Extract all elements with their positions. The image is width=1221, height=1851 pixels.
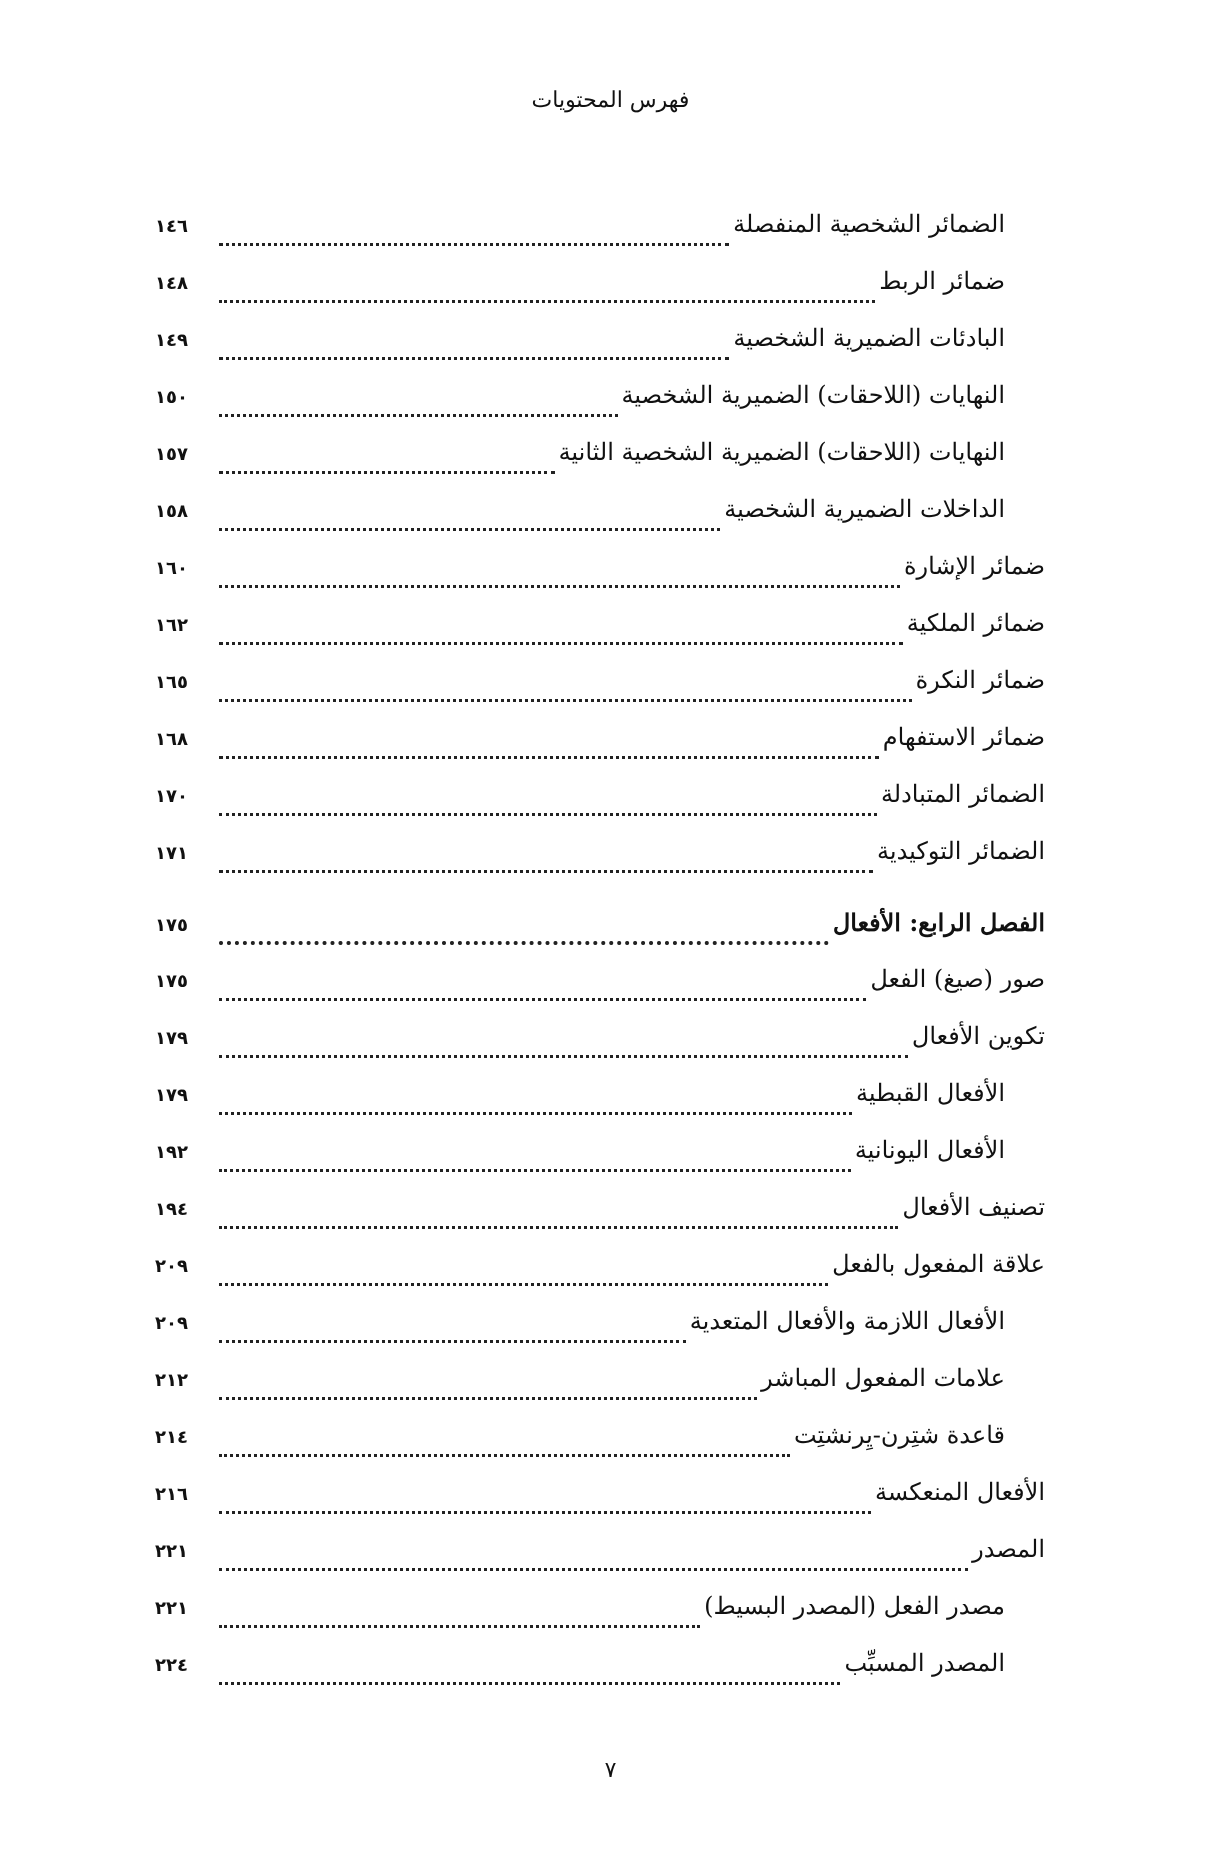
toc-entry — [155, 1478, 1045, 1535]
toc-entry-page: ٢٢١ — [155, 1598, 188, 1619]
toc-entry — [155, 1022, 1045, 1079]
toc-entry — [155, 609, 1045, 666]
dot-leader — [219, 699, 912, 702]
toc-entry — [155, 495, 1045, 552]
toc-entry — [155, 324, 1045, 381]
dot-leader — [219, 870, 873, 873]
toc-entry — [155, 552, 1045, 609]
toc-entry-title: ضمائر النكرة — [915, 666, 1045, 694]
dot-leader — [219, 1454, 790, 1457]
toc-entry-title: الأفعال المنعكسة — [875, 1478, 1045, 1506]
dot-leader — [219, 471, 555, 474]
toc-entry-title: مصدر الفعل (المصدر البسيط) — [704, 1592, 1005, 1620]
toc-entry — [155, 1364, 1045, 1421]
dot-leader — [219, 1226, 898, 1229]
toc-entry — [155, 267, 1045, 324]
dot-leader — [219, 1340, 686, 1343]
toc-entry-page: ٢١٤ — [155, 1427, 188, 1448]
dot-leader — [219, 1283, 828, 1286]
toc-entry-title: الفصل الرابع: الأفعال — [832, 908, 1045, 937]
toc-chapter-heading — [155, 908, 1045, 965]
dot-leader — [219, 528, 720, 531]
toc-entry-title: الضمائر المتبادلة — [880, 780, 1045, 808]
toc-entry-page: ١٧٩ — [155, 1028, 188, 1049]
toc-entry-title: النهايات (اللاحقات) الضميرية الشخصية — [621, 381, 1005, 409]
dot-leader — [219, 1397, 757, 1400]
dot-leader — [219, 243, 729, 246]
dot-leader — [219, 756, 879, 759]
toc-entry-title: الداخلات الضميرية الشخصية — [724, 495, 1005, 523]
toc-entry-page: ١٤٩ — [155, 330, 188, 351]
toc-entry-title: الضمائر الشخصية المنفصلة — [733, 210, 1005, 238]
toc-entry-page: ١٤٨ — [155, 273, 188, 294]
toc-entry-title: ضمائر الربط — [879, 267, 1005, 295]
toc-entry-page: ٢٠٩ — [155, 1313, 188, 1334]
toc-entry-page: ١٦٨ — [155, 729, 188, 750]
dot-leader — [219, 357, 729, 360]
toc-entry-page: ١٥٧ — [155, 444, 188, 465]
dot-leader — [219, 300, 875, 303]
toc-entry — [155, 1592, 1045, 1649]
dot-leader — [219, 1511, 871, 1514]
toc-entry-title: علاقة المفعول بالفعل — [832, 1250, 1045, 1278]
toc-entry-page: ١٧٠ — [155, 786, 188, 807]
toc-entry-page: ١٦٥ — [155, 672, 188, 693]
toc-entry-page: ١٩٤ — [155, 1199, 188, 1220]
toc-entry-title: الأفعال القبطية — [856, 1079, 1005, 1107]
toc-entry-page: ١٧٩ — [155, 1085, 188, 1106]
toc-entry-page: ١٦٠ — [155, 558, 188, 579]
toc-entry-page: ٢١٦ — [155, 1484, 188, 1505]
page-header-title: فهرس المحتويات — [531, 88, 690, 113]
toc-entry-title: النهايات (اللاحقات) الضميرية الشخصية الثانية — [558, 438, 1005, 466]
toc-entry — [155, 210, 1045, 267]
toc-entry — [155, 381, 1045, 438]
toc-entry-page: ١٥٨ — [155, 501, 188, 522]
dot-leader — [219, 1112, 852, 1115]
dot-leader — [219, 998, 866, 1001]
dot-leader — [219, 813, 877, 816]
table-of-contents — [155, 210, 1045, 1706]
dot-leader — [219, 1055, 908, 1058]
toc-entry-page: ٢٢٤ — [155, 1655, 188, 1676]
toc-entry-title: ضمائر الملكية — [906, 609, 1045, 637]
toc-entry-page: ١٧٥ — [155, 915, 188, 936]
toc-entry — [155, 1250, 1045, 1307]
toc-entry — [155, 965, 1045, 1022]
toc-entry — [155, 1535, 1045, 1592]
toc-entry — [155, 666, 1045, 723]
toc-entry-page: ١٥٠ — [155, 387, 188, 408]
toc-entry-page: ١٧٥ — [155, 971, 188, 992]
toc-entry-title: ضمائر الاستفهام — [882, 723, 1045, 751]
dot-leader — [219, 642, 903, 645]
toc-entry-page: ١٦٢ — [155, 615, 188, 636]
toc-entry-title: الأفعال اليونانية — [854, 1136, 1005, 1164]
toc-entry-title: الأفعال اللازمة والأفعال المتعدية — [689, 1307, 1005, 1335]
toc-entry-page: ٢٢١ — [155, 1541, 188, 1562]
toc-entry-page: ٢١٢ — [155, 1370, 188, 1391]
toc-entry-title: البادئات الضميرية الشخصية — [733, 324, 1005, 352]
toc-entry-title: تكوين الأفعال — [911, 1022, 1045, 1050]
toc-entry — [155, 1193, 1045, 1250]
dot-leader — [219, 1625, 700, 1628]
toc-entry — [155, 1649, 1045, 1706]
dot-leader — [219, 941, 829, 945]
dot-leader — [219, 1568, 968, 1571]
toc-entry-title: المصدر المسبِّب — [844, 1649, 1005, 1677]
toc-entry-title: المصدر — [972, 1535, 1045, 1563]
toc-entry-title: الضمائر التوكيدية — [877, 837, 1045, 865]
toc-entry — [155, 723, 1045, 780]
toc-entry — [155, 1136, 1045, 1193]
dot-leader — [219, 1682, 840, 1685]
dot-leader — [219, 414, 618, 417]
toc-entry-title: ضمائر الإشارة — [903, 552, 1045, 580]
toc-entry-page: ٢٠٩ — [155, 1256, 188, 1277]
toc-entry — [155, 1079, 1045, 1136]
toc-entry-title: علامات المفعول المباشر — [761, 1364, 1005, 1392]
toc-entry — [155, 780, 1045, 837]
toc-entry-title: صور (صيغ) الفعل — [870, 965, 1045, 993]
toc-entry-title: قاعدة شتِرن-يِرنشتِت — [793, 1421, 1005, 1449]
dot-leader — [219, 1169, 851, 1172]
toc-entry — [155, 438, 1045, 495]
toc-entry-page: ١٧١ — [155, 843, 188, 864]
toc-entry — [155, 837, 1045, 894]
toc-entry-page: ١٩٢ — [155, 1142, 188, 1163]
toc-entry-title: تصنيف الأفعال — [902, 1193, 1045, 1221]
toc-entry — [155, 1421, 1045, 1478]
toc-entry — [155, 1307, 1045, 1364]
dot-leader — [219, 585, 900, 588]
toc-entry-page: ١٤٦ — [155, 216, 188, 237]
page-number: ٧ — [604, 1758, 617, 1783]
